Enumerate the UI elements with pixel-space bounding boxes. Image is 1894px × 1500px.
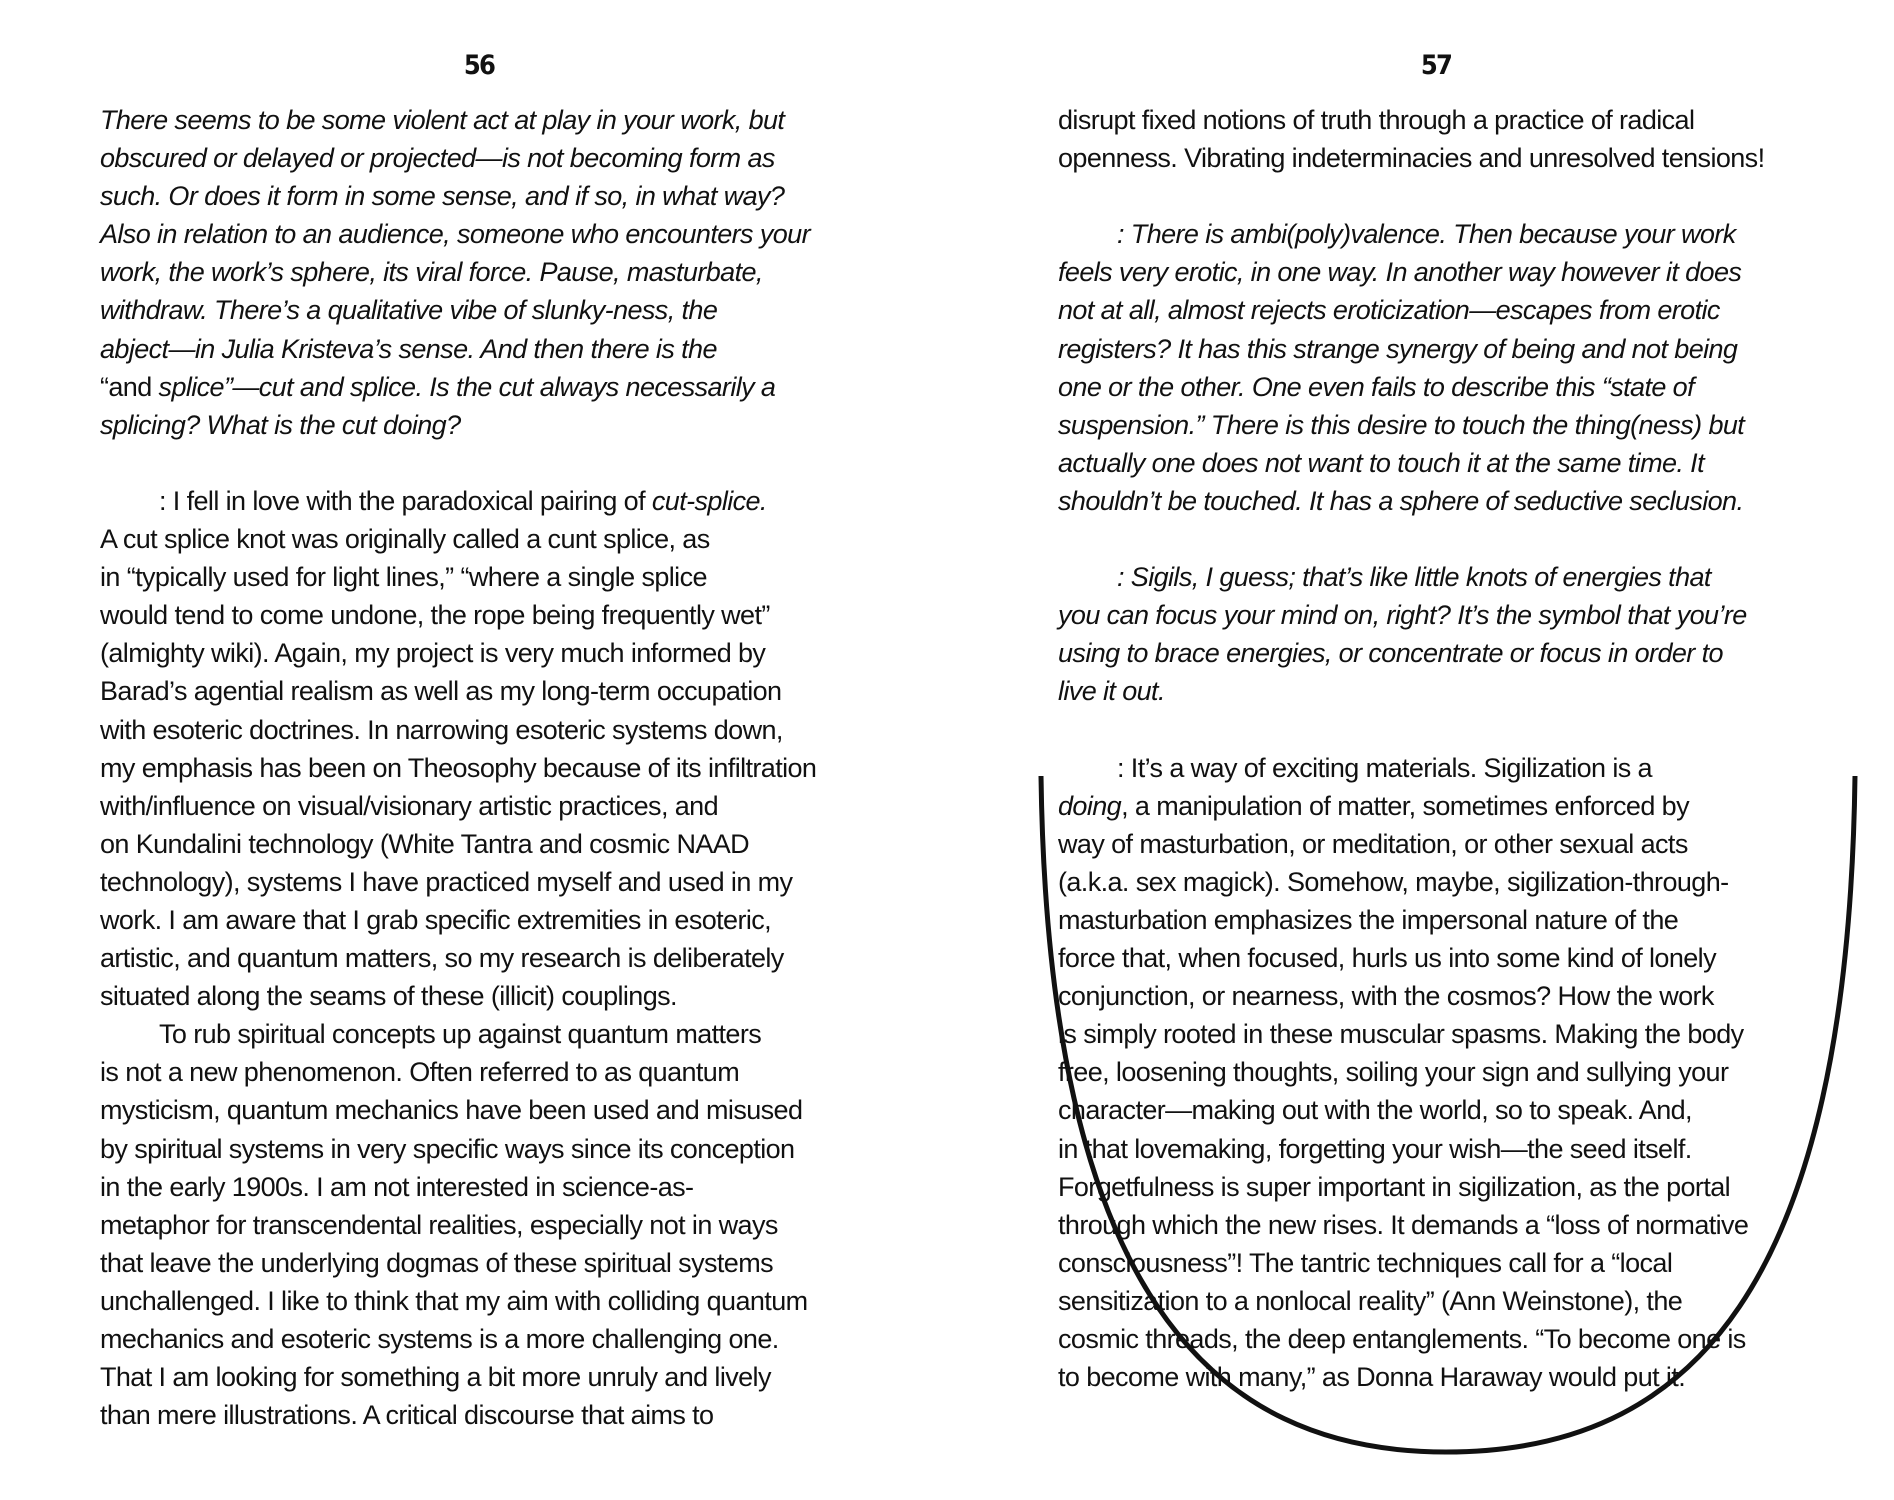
text-line [100,368,816,406]
roman-text: artistic, and quantum matters, so my research is deliberately [100,943,784,974]
italic-text: splice”—cut and splice. Is the cut always necessarily a [158,371,776,402]
roman-text: in “typically used for light lines,” “where a single splice [100,562,707,593]
text-line [1058,291,1764,329]
page-number-right: 57 [1420,50,1452,81]
roman-text: than mere illustrations. A critical discourse that aims to [100,1400,714,1431]
roman-text: sensitization to a nonlocal reality” (Ann Weinstone), the [1058,1285,1683,1316]
text-line [1058,1168,1764,1206]
italic-text: : There is ambi(poly)valence. Then because your work [1117,219,1736,250]
roman-text: technology), systems I have practiced myself and used in my [100,866,793,897]
roman-text: with/influence on visual/visionary artistic practices, and [100,790,718,821]
roman-text: disrupt fixed notions of truth through a practice of radical [1058,105,1695,135]
italic-text: : Sigils, I guess; that’s like little knots of energies that [1117,562,1711,593]
blank-line [1058,711,1764,749]
text-line [100,253,816,291]
roman-text: : It’s a way of exciting materials. Sigilization is a [1117,752,1652,783]
text-line [100,482,816,520]
roman-text: with esoteric doctrines. In narrowing esoteric systems down, [100,714,783,745]
text-line [1058,1091,1764,1129]
text-line [100,177,816,215]
text-line [1058,596,1764,634]
text-line [1058,1358,1764,1396]
text-line [100,1053,816,1091]
roman-text: conjunction, or nearness, with the cosmos? How the work [1058,981,1714,1012]
roman-text: on Kundalini technology (White Tantra and cosmic NAAD [100,828,750,859]
text-line [100,1168,816,1206]
text-line [1058,1053,1764,1091]
text-line [100,139,816,177]
italic-text: you can focus your mind on, right? It’s the symbol that you’re [1058,600,1747,631]
text-line [100,749,816,787]
text-line [100,1396,816,1434]
italic-text: registers? It has this strange synergy of being and not being [1058,333,1738,364]
text-line [1058,1282,1764,1320]
roman-text: through which the new rises. It demands a “loss of normative [1058,1209,1749,1240]
text-line [1058,977,1764,1015]
text-line [100,863,816,901]
text-line [100,215,816,253]
text-line [1058,330,1764,368]
right-page-text [1058,101,1764,1396]
text-line [1058,1130,1764,1168]
text-line [100,520,816,558]
roman-text: A cut splice knot was originally called a cunt splice, as [100,524,710,555]
italic-text: There seems to be some violent act at play in your work, but [100,105,785,135]
italic-text: shouldn’t be touched. It has a sphere of seductive seclusion. [1058,485,1744,516]
roman-text: That I am looking for something a bit more unruly and lively [100,1362,771,1393]
roman-text: Barad’s agential realism as well as my long-term occupation [100,676,782,707]
text-line [1058,368,1764,406]
text-line [100,1282,816,1320]
roman-text: unchallenged. I like to think that my aim with colliding quantum [100,1285,808,1316]
roman-text: consciousness”! The tantric techniques call for a “local [1058,1247,1673,1278]
text-line [1058,253,1764,291]
roman-text: my emphasis has been on Theosophy because of its infiltration [100,752,817,783]
roman-text: , a manipulation of matter, sometimes enforced by [1121,790,1689,821]
blank-line [1058,520,1764,558]
text-line [1058,444,1764,482]
text-line [1058,482,1764,520]
roman-text: is simply rooted in these muscular spasms. Making the body [1058,1019,1744,1050]
roman-text: force that, when focused, hurls us into some kind of lonely [1058,943,1716,974]
text-line [1058,1015,1764,1053]
text-line [100,1091,816,1129]
page-number-left: 56 [463,50,495,81]
text-line [1058,863,1764,901]
italic-text: not at all, almost rejects eroticization—escapes from erotic [1058,295,1720,326]
italic-text: doing [1058,790,1122,821]
italic-text: Also in relation to an audience, someone who encounters your [100,219,810,250]
italic-text: cut-splice. [651,485,767,516]
blank-line [1058,177,1764,215]
italic-text: feels very erotic, in one way. In another way however it does [1058,257,1742,288]
roman-text: metaphor for transcendental realities, especially not in ways [100,1209,778,1240]
italic-text: withdraw. There’s a qualitative vibe of slunky-ness, the [100,295,718,326]
text-line [100,291,816,329]
text-line [1058,825,1764,863]
roman-text: mechanics and esoteric systems is a more challenging one. [100,1324,779,1354]
roman-text: character—making out with the world, so to speak. And, [1058,1095,1692,1126]
text-line [1058,901,1764,939]
text-line [100,901,816,939]
text-line [100,101,816,139]
text-line [1058,634,1764,672]
text-line [100,1206,816,1244]
text-line [1058,939,1764,977]
italic-text: actually one does not want to touch it at the same time. It [1058,447,1704,478]
text-line [1058,215,1764,253]
italic-text: such. Or does it form in some sense, and if so, in what way? [100,181,785,212]
italic-text: abject—in Julia Kristeva’s sense. And then there is the [100,333,717,364]
text-line [100,406,816,444]
italic-text: splicing? What is the cut doing? [100,409,461,440]
text-line [1058,558,1764,596]
italic-text: live it out. [1058,676,1165,707]
roman-text: in that lovemaking, forgetting your wish—the seed itself. [1058,1133,1692,1164]
roman-text: free, loosening thoughts, soiling your sign and sullying your [1058,1057,1729,1088]
text-line [1058,672,1764,710]
roman-text: : I fell in love with the paradoxical pairing of [159,485,652,516]
roman-text: (almighty wiki). Again, my project is very much informed by [100,638,766,669]
roman-text: situated along the seams of these (illicit) couplings. [100,981,677,1012]
text-line [100,558,816,596]
roman-text: To rub spiritual concepts up against quantum matters [159,1019,762,1050]
text-line [100,1244,816,1282]
roman-text: by spiritual systems in very specific ways since its conception [100,1133,795,1164]
text-line [1058,406,1764,444]
roman-text: Forgetfulness is super important in sigilization, as the portal [1058,1171,1731,1202]
text-line [1058,787,1764,825]
italic-text: suspension.” There is this desire to touch the thing(ness) but [1058,409,1745,440]
text-line [1058,1244,1764,1282]
text-line [1058,749,1764,787]
left-page-text [100,101,816,1434]
text-line [100,825,816,863]
roman-text: would tend to come undone, the rope being frequently wet” [100,600,770,631]
roman-text: “and [100,371,159,402]
italic-text: one or the other. One even fails to describe this “state of [1058,371,1694,402]
text-line [100,672,816,710]
text-line [100,711,816,749]
roman-text: (a.k.a. sex magick). Somehow, maybe, sigilization-through- [1058,866,1729,897]
italic-text: obscured or delayed or projected—is not becoming form as [100,143,775,174]
text-line [100,787,816,825]
roman-text: way of masturbation, or meditation, or other sexual acts [1058,828,1688,859]
italic-text: using to brace energies, or concentrate or focus in order to [1058,638,1723,669]
text-line [1058,1320,1764,1358]
roman-text: mysticism, quantum mechanics have been used and misused [100,1095,803,1126]
roman-text: in the early 1900s. I am not interested in science-as- [100,1171,694,1202]
text-line [100,1320,816,1358]
text-line [100,1015,816,1053]
roman-text: is not a new phenomenon. Often referred to as quantum [100,1057,740,1088]
text-line [100,634,816,672]
text-line [100,330,816,368]
text-line [100,977,816,1015]
text-line [1058,1206,1764,1244]
text-line [100,1130,816,1168]
roman-text: work. I am aware that I grab specific extremities in esoteric, [100,904,772,935]
roman-text: cosmic threads, the deep entanglements. “To become one is [1058,1324,1746,1354]
text-line [100,596,816,634]
roman-text: openness. Vibrating indeterminacies and unresolved tensions! [1058,143,1765,174]
italic-text: work, the work’s sphere, its viral force. Pause, masturbate, [100,257,763,288]
text-line [1058,101,1764,139]
blank-line [100,444,816,482]
roman-text: masturbation emphasizes the impersonal nature of the [1058,904,1679,935]
roman-text: that leave the underlying dogmas of these spiritual systems [100,1247,773,1278]
text-line [100,1358,816,1396]
text-line [1058,139,1764,177]
text-line [100,939,816,977]
roman-text: to become with many,” as Donna Haraway would put it. [1058,1362,1686,1393]
